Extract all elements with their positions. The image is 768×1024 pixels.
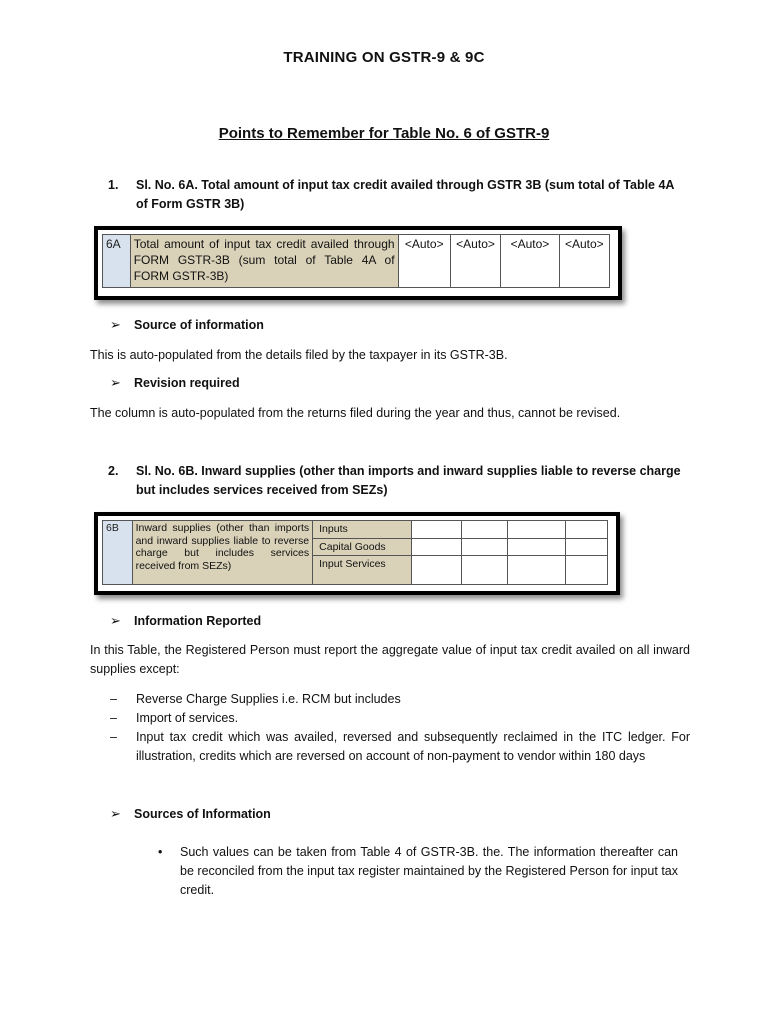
empty-cell <box>412 521 462 539</box>
empty-cell <box>507 538 565 556</box>
empty-cell <box>566 556 608 585</box>
paragraph-revision: The column is auto-populated from the returns filed during the year and thus, cannot be revised. <box>90 406 621 420</box>
item-text: Sl. No. 6B. Inward supplies (other than imports and inward supplies liable to reverse charge but includes services received from SEZs) <box>136 464 681 497</box>
bullet-icon: • <box>158 845 163 859</box>
document-title: TRAINING ON GSTR-9 & 9C <box>283 49 485 66</box>
table-6a-image <box>94 226 622 300</box>
empty-cell <box>566 538 608 556</box>
list-item: – Input tax credit which was availed, reversed and subsequently reclaimed in the ITC ledger. For illustration, credits which are reversed on account of non-payment to vendor within 180 days <box>110 730 690 763</box>
arrow-right-icon: ➢ <box>110 806 121 821</box>
table-6a <box>102 234 610 288</box>
empty-cell <box>462 538 508 556</box>
bullet-text: Such values can be taken from Table 4 of GSTR-3B. the. The information thereafter can be reconciled from the input tax register maintained by the Registered Person for input tax credit. <box>180 845 678 897</box>
empty-cell <box>412 538 462 556</box>
item-text: Sl. No. 6A. Total amount of input tax credit availed through GSTR 3B (sum total of Table 4A of Form GSTR 3B) <box>136 178 675 211</box>
empty-cell <box>507 521 565 539</box>
heading-revision-required: ➢ Revision required <box>110 375 240 390</box>
paragraph-information-reported: In this Table, the Registered Person must report the aggregate value of input tax credit availed on all inward supplies except: <box>90 643 690 676</box>
bullet-sources <box>158 843 678 900</box>
row-code: 6A <box>103 235 131 288</box>
row-label-input-services: Input Services <box>313 556 412 585</box>
row-label-inputs: Inputs <box>313 521 412 539</box>
numbered-item-6a <box>108 176 688 214</box>
numbered-item-6b <box>108 462 688 500</box>
empty-cell <box>566 521 608 539</box>
auto-cell: <Auto> <box>398 235 450 288</box>
list-item: – Import of services. <box>110 711 239 725</box>
heading-source-of-information: ➢ Source of information <box>110 317 264 332</box>
table-row <box>103 521 608 539</box>
exception-list <box>110 690 690 766</box>
table-6b-image <box>94 512 620 595</box>
empty-cell <box>462 521 508 539</box>
auto-cell: <Auto> <box>501 235 560 288</box>
row-description: Inward supplies (other than imports and inward supplies liable to reverse charge but includes services received from SEZs) <box>132 521 313 585</box>
item-number: 1. <box>108 178 119 192</box>
list-item: – Reverse Charge Supplies i.e. RCM but includes <box>110 692 401 706</box>
arrow-right-icon: ➢ <box>110 317 121 332</box>
item-number: 2. <box>108 464 119 478</box>
heading-information-reported: ➢ Information Reported <box>110 613 262 628</box>
arrow-right-icon: ➢ <box>110 613 121 628</box>
auto-cell: <Auto> <box>450 235 500 288</box>
heading-sources-of-information: ➢ Sources of Information <box>110 806 271 821</box>
table-6b <box>102 520 608 585</box>
section-title: Points to Remember for Table No. 6 of GSTR-9 <box>218 125 550 142</box>
paragraph-source: This is auto-populated from the details filed by the taxpayer in its GSTR-3B. <box>90 348 508 362</box>
row-label-capital-goods: Capital Goods <box>313 538 412 556</box>
empty-cell <box>412 556 462 585</box>
empty-cell <box>462 556 508 585</box>
table-row <box>103 235 610 288</box>
auto-cell: <Auto> <box>559 235 609 288</box>
empty-cell <box>507 556 565 585</box>
row-code: 6B <box>103 521 133 585</box>
row-description: Total amount of input tax credit availed through FORM GSTR-3B (sum total of Table 4A of FORM GSTR-3B) <box>130 235 398 288</box>
arrow-right-icon: ➢ <box>110 375 121 390</box>
